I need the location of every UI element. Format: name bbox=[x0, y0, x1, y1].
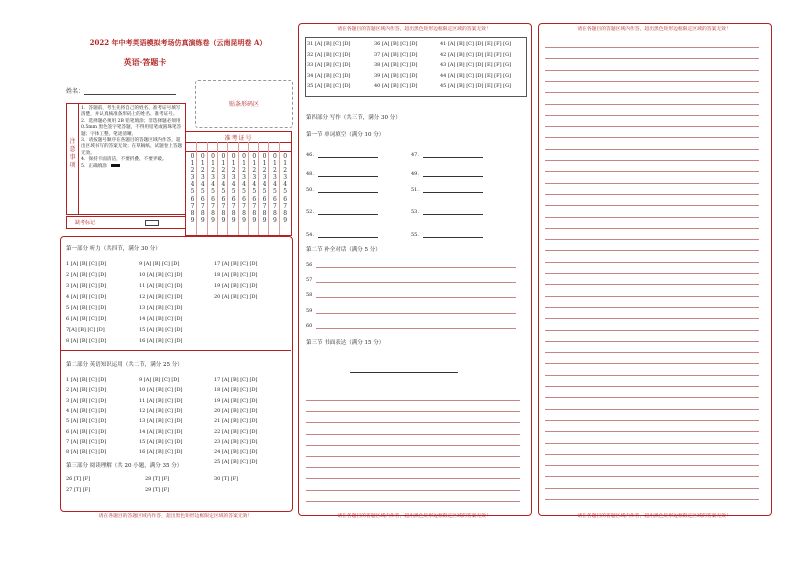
essay-line[interactable] bbox=[545, 499, 759, 500]
digit-bubble[interactable]: 6 bbox=[283, 195, 288, 203]
choice-question-row[interactable]: 17 [A] [B] [C] [D] bbox=[214, 377, 258, 383]
name-line bbox=[84, 94, 176, 95]
digit-bubble[interactable]: 3 bbox=[231, 174, 236, 182]
choice-question-row[interactable]: 20 [A] [B] [C] [D] bbox=[214, 294, 258, 300]
essay-line[interactable] bbox=[545, 296, 759, 297]
blank-number: 52. bbox=[306, 209, 314, 215]
choice-question-row[interactable]: 3 [A] [B] [C] [D] bbox=[66, 397, 107, 404]
essay-line[interactable] bbox=[545, 126, 759, 127]
warning-right-top: 请在各题目的答题区域内作答，超出黑色矩形边框限定区域的答案无效！ bbox=[577, 27, 731, 32]
part-divider bbox=[61, 350, 291, 351]
digit-bubble[interactable]: 2 bbox=[272, 167, 277, 175]
part4-heading: 第四部分 写作（共三节，满分 30 分） bbox=[306, 115, 401, 121]
digit-bubble[interactable]: 8 bbox=[262, 209, 267, 217]
digit-bubble[interactable]: 6 bbox=[242, 195, 246, 203]
digit-bubble[interactable]: 9 bbox=[242, 216, 246, 224]
digit-bubble[interactable]: 5 bbox=[190, 188, 195, 196]
choice-question-row[interactable]: 11 [A] [B] [C] [D] bbox=[139, 397, 183, 404]
blank-answer-line[interactable] bbox=[318, 176, 378, 177]
choice-question-row[interactable]: 42 [A] [B] [C] [D] [E] [F] [G] bbox=[440, 51, 512, 58]
blank-number: 53. bbox=[411, 209, 419, 215]
essay-line[interactable] bbox=[545, 375, 759, 376]
digit-bubble[interactable]: 6 bbox=[200, 195, 205, 203]
dialog-number: 60 bbox=[306, 322, 313, 329]
essay-line[interactable] bbox=[545, 420, 759, 421]
essay-line[interactable] bbox=[545, 443, 759, 444]
dialog-answer-line[interactable] bbox=[316, 297, 516, 298]
digit-bubble[interactable]: 6 bbox=[211, 195, 215, 203]
absent-label: 缺考标记 bbox=[75, 220, 96, 226]
barcode-label: 贴条形码区 bbox=[228, 101, 259, 108]
essay-line[interactable] bbox=[545, 250, 759, 251]
essay-line[interactable] bbox=[545, 307, 759, 308]
notice-box bbox=[66, 103, 186, 215]
essay-line[interactable] bbox=[545, 318, 759, 319]
essay-line[interactable] bbox=[545, 217, 759, 218]
digit-bubble[interactable]: 9 bbox=[262, 216, 267, 224]
digit-bubble[interactable]: 2 bbox=[200, 167, 205, 175]
digit-bubble[interactable]: 3 bbox=[252, 174, 257, 182]
digit-bubble[interactable]: 2 bbox=[252, 167, 257, 175]
digit-bubble[interactable]: 8 bbox=[242, 209, 246, 217]
essay-line[interactable] bbox=[306, 501, 520, 502]
essay-line[interactable] bbox=[545, 465, 759, 466]
essay-line[interactable] bbox=[545, 284, 759, 285]
choice-question-row[interactable]: 13 [A] [B] [C] [D] bbox=[139, 305, 183, 311]
digit-bubble[interactable]: 3 bbox=[221, 174, 226, 182]
absent-mark-row bbox=[66, 216, 186, 229]
blank-number: 48. bbox=[306, 171, 314, 177]
choice-question-row[interactable]: 2 [A] [B] [C] [D] bbox=[66, 272, 107, 278]
essay-line[interactable] bbox=[545, 205, 759, 206]
essay-line[interactable] bbox=[545, 92, 759, 93]
digit-bubble[interactable]: 2 bbox=[283, 167, 288, 175]
notice-items bbox=[81, 106, 183, 170]
digit-bubble[interactable]: 1 bbox=[211, 160, 215, 168]
choice-question-row[interactable]: 19 [A] [B] [C] [D] bbox=[214, 283, 258, 289]
admission-number-grid bbox=[185, 131, 292, 236]
digit-bubble[interactable]: 2 bbox=[242, 167, 246, 175]
choice-question-row[interactable]: 23 [A] [B] [C] [D] bbox=[214, 438, 258, 445]
choice-question-row[interactable]: 35 [A] [B] [C] [D] bbox=[307, 83, 351, 89]
dialog-number: 59 bbox=[306, 307, 313, 314]
digit-bubble[interactable]: 2 bbox=[231, 167, 236, 175]
digit-bubble[interactable]: 2 bbox=[190, 167, 195, 175]
choice-question-row[interactable]: 16 [A] [B] [C] [D] bbox=[139, 338, 183, 344]
true-false-question[interactable]: 27 [T] [F] bbox=[66, 487, 91, 493]
blank-number: 49. bbox=[411, 171, 419, 177]
choice-question-row[interactable]: 16 [A] [B] [C] [D] bbox=[139, 449, 183, 456]
digit-bubble[interactable]: 9 bbox=[200, 216, 205, 224]
admission-label: 准考证号 bbox=[224, 135, 253, 142]
digit-bubble[interactable]: 5 bbox=[242, 188, 246, 196]
digit-bubble[interactable]: 7 bbox=[252, 202, 257, 210]
digit-bubble[interactable]: 7 bbox=[272, 202, 277, 210]
blank-number: 47. bbox=[411, 152, 419, 158]
essay-line[interactable] bbox=[545, 171, 759, 172]
choice-question-row[interactable]: 7[A] [B] [C] [D] bbox=[66, 327, 105, 333]
dialog-answer-line[interactable] bbox=[316, 282, 516, 283]
essay-line[interactable] bbox=[545, 273, 759, 274]
notice-item: 2．选择题必须用 2B 铅笔填涂；非选择题必须用 0.5mm 黑色签字笔答题，不得用铅笔或圆珠笔答题；字体工整、笔迹清晰。 bbox=[81, 118, 182, 137]
digit-bubble[interactable]: 0 bbox=[231, 153, 236, 160]
choice-question-row[interactable]: 24 [A] [B] [C] [D] bbox=[214, 449, 258, 456]
choice-question-row[interactable]: 12 [A] [B] [C] [D] bbox=[139, 407, 183, 414]
choice-question-row[interactable]: 13 [A] [B] [C] [D] bbox=[139, 418, 183, 425]
essay-line[interactable] bbox=[545, 239, 759, 240]
digit-bubble[interactable]: 0 bbox=[252, 153, 257, 160]
essay-line[interactable] bbox=[545, 262, 759, 263]
digit-bubble[interactable]: 0 bbox=[211, 153, 215, 160]
name-label: 姓名： bbox=[66, 88, 85, 95]
blank-number: 55. bbox=[411, 232, 419, 238]
choice-question-row[interactable]: 12 [A] [B] [C] [D] bbox=[139, 294, 183, 300]
blank-answer-line[interactable] bbox=[423, 192, 483, 193]
digit-bubble[interactable]: 4 bbox=[242, 181, 246, 189]
choice-question-row[interactable]: 15 [A] [B] [C] [D] bbox=[139, 438, 183, 445]
dialog-number: 58 bbox=[306, 292, 313, 299]
choice-question-row[interactable]: 6 [A] [B] [C] [D] bbox=[66, 316, 107, 322]
essay-line[interactable] bbox=[545, 137, 759, 138]
essay-line[interactable] bbox=[306, 490, 520, 491]
notice-item: 4．保持卡面清洁，不要折叠、不要弄破。 bbox=[81, 157, 167, 163]
blank-number: 54. bbox=[306, 232, 314, 238]
choice-question-row[interactable]: 9 [A] [B] [C] [D] bbox=[139, 261, 180, 267]
true-false-question[interactable]: 28 [T] [F] bbox=[145, 476, 170, 482]
choice-question-row[interactable]: 3 [A] [B] [C] [D] bbox=[66, 283, 107, 289]
choice-question-row[interactable]: 14 [A] [B] [C] [D] bbox=[139, 428, 183, 435]
choice-question-row[interactable]: 18 [A] [B] [C] [D] bbox=[214, 272, 258, 278]
choice-question-row[interactable]: 19 [A] [B] [C] [D] bbox=[214, 397, 258, 404]
choice-question-row[interactable]: 36 [A] [B] [C] [D] bbox=[374, 41, 418, 47]
digit-bubble[interactable]: 8 bbox=[221, 209, 226, 217]
digit-bubble[interactable]: 6 bbox=[272, 195, 277, 203]
choice-question-row[interactable]: 8 [A] [B] [C] [D] bbox=[66, 338, 107, 344]
essay-line[interactable] bbox=[545, 194, 759, 195]
digit-bubble[interactable]: 2 bbox=[262, 167, 267, 175]
essay-line[interactable] bbox=[545, 70, 759, 71]
choice-question-row[interactable]: 11 [A] [B] [C] [D] bbox=[139, 283, 183, 289]
choice-question-row[interactable]: 32 [A] [B] [C] [D] bbox=[307, 51, 351, 58]
digit-bubble[interactable]: 1 bbox=[283, 160, 288, 168]
digit-bubble[interactable]: 4 bbox=[200, 181, 205, 189]
choice-question-row[interactable]: 4 [A] [B] [C] [D] bbox=[66, 407, 107, 414]
essay-line[interactable] bbox=[545, 386, 759, 387]
digit-bubble[interactable]: 7 bbox=[283, 202, 288, 210]
digit-bubble[interactable]: 8 bbox=[200, 209, 205, 217]
essay-line[interactable] bbox=[545, 149, 759, 150]
digit-bubble[interactable]: 7 bbox=[200, 202, 205, 210]
choice-question-row[interactable]: 10 [A] [B] [C] [D] bbox=[139, 272, 183, 278]
digit-bubble[interactable]: 1 bbox=[262, 160, 267, 168]
part4-sec3-heading: 第三节 书面表达（满分 15 分） bbox=[306, 340, 385, 346]
blank-answer-line[interactable] bbox=[318, 237, 378, 238]
choice-question-row[interactable]: 34 [A] [B] [C] [D] bbox=[307, 72, 351, 79]
digit-bubble[interactable]: 3 bbox=[242, 174, 246, 182]
choice-question-row[interactable]: 39 [A] [B] [C] [D] bbox=[374, 72, 418, 79]
digit-bubble[interactable]: 0 bbox=[190, 153, 195, 160]
barcode-area bbox=[195, 80, 293, 128]
choice-question-row[interactable]: 38 [A] [B] [C] [D] bbox=[374, 62, 418, 68]
choice-question-row[interactable]: 21 [A] [B] [C] [D] bbox=[214, 418, 258, 425]
warning-right-bottom: 请在各题目的答题区域内作答，超出黑色矩形边框限定区域的答案无效！ bbox=[577, 514, 731, 519]
essay-line[interactable] bbox=[545, 476, 759, 477]
choice-question-row[interactable]: 44 [A] [B] [C] [D] [E] [F] [G] bbox=[440, 72, 512, 79]
absent-checkbox[interactable] bbox=[145, 220, 159, 226]
digit-bubble[interactable]: 0 bbox=[242, 153, 246, 160]
essay-line[interactable] bbox=[545, 431, 759, 432]
warning-left: 请在各题目的答题区域内作答，超出黑色矩形边框限定区域的答案无效！ bbox=[98, 514, 253, 519]
dialog-number: 57 bbox=[306, 277, 313, 284]
digit-bubble[interactable]: 6 bbox=[262, 195, 267, 203]
digit-bubble[interactable]: 3 bbox=[211, 174, 215, 182]
part1-heading: 第一部分 听力（共四节，满分 30 分） bbox=[66, 246, 161, 252]
essay-line[interactable] bbox=[545, 352, 759, 353]
essay-line[interactable] bbox=[545, 104, 759, 105]
essay-title-line bbox=[350, 372, 458, 373]
digit-bubble[interactable]: 8 bbox=[190, 209, 195, 217]
digit-bubble[interactable]: 1 bbox=[242, 160, 246, 168]
dialog-answer-line[interactable] bbox=[316, 313, 516, 314]
notice-item-fill-example: 5．正确填涂 bbox=[81, 164, 183, 170]
digit-bubble[interactable]: 4 bbox=[262, 181, 267, 189]
choice-question-row[interactable]: 25 [A] [B] [C] [D] bbox=[214, 459, 258, 466]
notice-item: 3．请按题号顺序在各题目的答题区域内作答，超出区域书写的答案无效；在草稿纸、试题卷上答题无效。 bbox=[81, 138, 183, 156]
digit-bubble[interactable]: 3 bbox=[190, 174, 195, 182]
notice-item: 1．答题前，考生先将自己的姓名、准考证号填写清楚，并认真核准条形码上的姓名、准考证号。 bbox=[81, 106, 181, 118]
digit-bubble[interactable]: 3 bbox=[272, 174, 277, 182]
digit-bubble[interactable]: 8 bbox=[272, 209, 277, 217]
digit-bubble[interactable]: 4 bbox=[231, 181, 236, 189]
answer-card-subtitle: 英语·答题卡 bbox=[123, 57, 167, 67]
essay-line[interactable] bbox=[545, 81, 759, 82]
digit-bubble[interactable]: 1 bbox=[252, 160, 257, 168]
digit-bubble[interactable]: 9 bbox=[231, 216, 236, 224]
digit-bubble[interactable]: 1 bbox=[200, 160, 205, 168]
digit-bubble[interactable]: 0 bbox=[221, 153, 226, 160]
dialog-answer-line[interactable] bbox=[316, 328, 516, 329]
digit-bubble[interactable]: 5 bbox=[252, 188, 257, 196]
digit-bubble[interactable]: 5 bbox=[211, 188, 215, 196]
digit-bubble[interactable]: 7 bbox=[211, 202, 215, 210]
digit-bubble[interactable]: 2 bbox=[211, 167, 215, 175]
digit-bubble[interactable]: 6 bbox=[231, 195, 236, 203]
essay-line[interactable] bbox=[545, 488, 759, 489]
digit-bubble[interactable]: 4 bbox=[252, 181, 257, 189]
essay-line[interactable] bbox=[545, 228, 759, 229]
essay-line[interactable] bbox=[545, 115, 759, 116]
essay-line[interactable] bbox=[545, 397, 759, 398]
digit-bubble[interactable]: 0 bbox=[283, 153, 288, 160]
choice-question-row[interactable]: 37 [A] [B] [C] [D] bbox=[374, 51, 418, 58]
digit-bubble[interactable]: 5 bbox=[272, 188, 277, 196]
digit-bubble[interactable]: 9 bbox=[252, 216, 257, 224]
notice-label: 注意事项 bbox=[69, 138, 76, 169]
choice-question-row[interactable]: 2 [A] [B] [C] [D] bbox=[66, 387, 107, 394]
digit-bubble[interactable]: 5 bbox=[262, 188, 267, 196]
essay-line[interactable] bbox=[306, 422, 520, 423]
part4-sec1-heading: 第一节 单词填空（满分 10 分） bbox=[306, 132, 385, 138]
digit-bubble[interactable]: 8 bbox=[283, 209, 288, 217]
choice-question-row[interactable]: 4 [A] [B] [C] [D] bbox=[66, 294, 107, 300]
choice-question-row[interactable]: 18 [A] [B] [C] [D] bbox=[214, 387, 258, 394]
essay-line[interactable] bbox=[545, 47, 759, 48]
digit-bubble[interactable]: 0 bbox=[200, 153, 205, 160]
blank-answer-line[interactable] bbox=[423, 237, 483, 238]
digit-bubble[interactable]: 5 bbox=[231, 188, 236, 196]
blank-number: 46. bbox=[306, 152, 314, 158]
true-false-question[interactable]: 26 [T] [F] bbox=[66, 476, 91, 482]
digit-bubble[interactable]: 4 bbox=[272, 181, 277, 189]
digit-bubble[interactable]: 1 bbox=[190, 160, 195, 168]
digit-bubble[interactable]: 5 bbox=[200, 188, 205, 196]
warning-middle-top: 请在各题目的答题区域内作答，超出黑色矩形边框限定区域的答案无效！ bbox=[337, 27, 491, 32]
choice-question-row[interactable]: 20 [A] [B] [C] [D] bbox=[214, 407, 258, 414]
essay-line[interactable] bbox=[545, 160, 759, 161]
essay-line[interactable] bbox=[545, 330, 759, 331]
choice-question-row[interactable]: 31 [A] [B] [C] [D] bbox=[307, 41, 351, 47]
dialog-number: 56 bbox=[306, 262, 313, 268]
digit-bubble[interactable]: 7 bbox=[262, 202, 267, 210]
choice-question-row[interactable]: 15 [A] [B] [C] [D] bbox=[139, 327, 183, 333]
essay-line[interactable] bbox=[545, 58, 759, 59]
part4-sec2-heading: 第二节 补全对话（满分 5 分） bbox=[306, 247, 381, 253]
essay-line[interactable] bbox=[306, 400, 520, 401]
essay-line[interactable] bbox=[545, 183, 759, 184]
digit-bubble[interactable]: 0 bbox=[272, 153, 277, 160]
essay-line[interactable] bbox=[306, 434, 520, 435]
digit-bubble[interactable]: 6 bbox=[252, 195, 257, 203]
digit-bubble[interactable]: 4 bbox=[283, 181, 288, 189]
digit-bubble[interactable]: 4 bbox=[190, 181, 195, 189]
blank-number: 51. bbox=[411, 187, 419, 193]
choice-question-row[interactable]: 1 [A] [B] [C] [D] bbox=[66, 377, 107, 383]
exam-title: 2022 年中考英语模拟考场仿真演练卷（云南昆明卷 A） bbox=[89, 38, 267, 47]
digit-bubble[interactable]: 9 bbox=[211, 216, 215, 224]
choice-question-row[interactable]: 41 [A] [B] [C] [D] [E] [F] [G] bbox=[440, 41, 512, 47]
digit-bubble[interactable]: 6 bbox=[190, 195, 195, 203]
choice-question-row[interactable]: 7 [A] [B] [C] [D] bbox=[66, 438, 107, 445]
true-false-question[interactable]: 29 [T] [F] bbox=[145, 487, 170, 493]
choice-question-row[interactable]: 45 [A] [B] [C] [D] [E] [F] [G] bbox=[440, 83, 512, 89]
warning-middle-bottom: 请在各题目的答题区域内作答，超出黑色矩形边框限定区域的答案无效！ bbox=[337, 514, 491, 519]
digit-bubble[interactable]: 3 bbox=[283, 174, 288, 182]
choice-question-row[interactable]: 5 [A] [B] [C] [D] bbox=[66, 418, 107, 425]
choice-question-row[interactable]: 1 [A] [B] [C] [D] bbox=[66, 261, 107, 267]
blank-answer-line[interactable] bbox=[318, 192, 378, 193]
blank-answer-line[interactable] bbox=[423, 176, 483, 177]
digit-bubble[interactable]: 1 bbox=[272, 160, 277, 168]
blank-answer-line[interactable] bbox=[423, 214, 483, 215]
digit-bubble[interactable]: 5 bbox=[221, 188, 226, 196]
digit-bubble[interactable]: 9 bbox=[190, 216, 195, 224]
digit-bubble[interactable]: 4 bbox=[221, 181, 226, 189]
digit-bubble[interactable]: 0 bbox=[262, 153, 267, 160]
true-false-question[interactable]: 30 [T] [F] bbox=[214, 476, 239, 482]
blank-answer-line[interactable] bbox=[423, 157, 483, 158]
digit-bubble[interactable]: 9 bbox=[221, 216, 226, 224]
digit-column bbox=[281, 153, 290, 224]
essay-line[interactable] bbox=[306, 445, 520, 446]
part2-heading: 第二部分 英语知识运用（共二节，满分 25 分） bbox=[66, 362, 183, 368]
choice-question-row[interactable]: 5 [A] [B] [C] [D] bbox=[66, 305, 107, 311]
essay-line[interactable] bbox=[545, 341, 759, 342]
blank-number: 50. bbox=[306, 187, 314, 193]
choice-question-row[interactable]: 40 [A] [B] [C] [D] bbox=[374, 83, 418, 89]
essay-line[interactable] bbox=[545, 454, 759, 455]
blank-answer-line[interactable] bbox=[318, 214, 378, 215]
digit-bubble[interactable]: 7 bbox=[221, 202, 226, 210]
choice-question-row[interactable]: 43 [A] [B] [C] [D] [E] [F] [G] bbox=[440, 62, 512, 68]
digit-bubble[interactable]: 6 bbox=[221, 195, 226, 203]
choice-question-row[interactable]: 6 [A] [B] [C] [D] bbox=[66, 428, 107, 435]
digit-bubble[interactable]: 7 bbox=[190, 202, 195, 210]
choice-question-row[interactable]: 17 [A] [B] [C] [D] bbox=[214, 261, 258, 267]
digit-bubble[interactable]: 8 bbox=[211, 209, 215, 217]
digit-bubble[interactable]: 7 bbox=[242, 202, 246, 210]
essay-line[interactable] bbox=[306, 478, 520, 479]
essay-line[interactable] bbox=[545, 363, 759, 364]
choice-question-row[interactable]: 14 [A] [B] [C] [D] bbox=[139, 316, 183, 322]
essay-line[interactable] bbox=[306, 467, 520, 468]
blank-answer-line[interactable] bbox=[318, 157, 378, 158]
digit-bubble[interactable]: 7 bbox=[231, 202, 236, 210]
choice-question-row[interactable]: 22 [A] [B] [C] [D] bbox=[214, 428, 258, 435]
digit-bubble[interactable]: 1 bbox=[231, 160, 236, 168]
choice-question-row[interactable]: 8 [A] [B] [C] [D] bbox=[66, 449, 107, 456]
choice-question-row[interactable]: 9 [A] [B] [C] [D] bbox=[139, 377, 180, 383]
digit-bubble[interactable]: 5 bbox=[283, 188, 288, 196]
digit-bubble[interactable]: 2 bbox=[221, 167, 226, 175]
digit-bubble[interactable]: 9 bbox=[283, 216, 288, 224]
digit-bubble[interactable]: 8 bbox=[231, 209, 236, 217]
essay-line[interactable] bbox=[306, 456, 520, 457]
digit-bubble[interactable]: 3 bbox=[200, 174, 205, 182]
choice-question-row[interactable]: 10 [A] [B] [C] [D] bbox=[139, 387, 183, 394]
choice-question-row[interactable]: 33 [A] [B] [C] [D] bbox=[307, 62, 351, 68]
digit-bubble[interactable]: 3 bbox=[262, 174, 267, 182]
part3-heading: 第三部分 阅读理解（共 20 小题，满分 35 分） bbox=[66, 463, 183, 469]
dialog-answer-line[interactable] bbox=[316, 267, 516, 268]
digit-bubble[interactable]: 4 bbox=[211, 181, 215, 189]
digit-bubble[interactable]: 1 bbox=[221, 160, 226, 168]
digit-bubble[interactable]: 9 bbox=[272, 216, 277, 224]
digit-bubble[interactable]: 8 bbox=[252, 209, 257, 217]
essay-line[interactable] bbox=[306, 411, 520, 412]
essay-line[interactable] bbox=[545, 409, 759, 410]
